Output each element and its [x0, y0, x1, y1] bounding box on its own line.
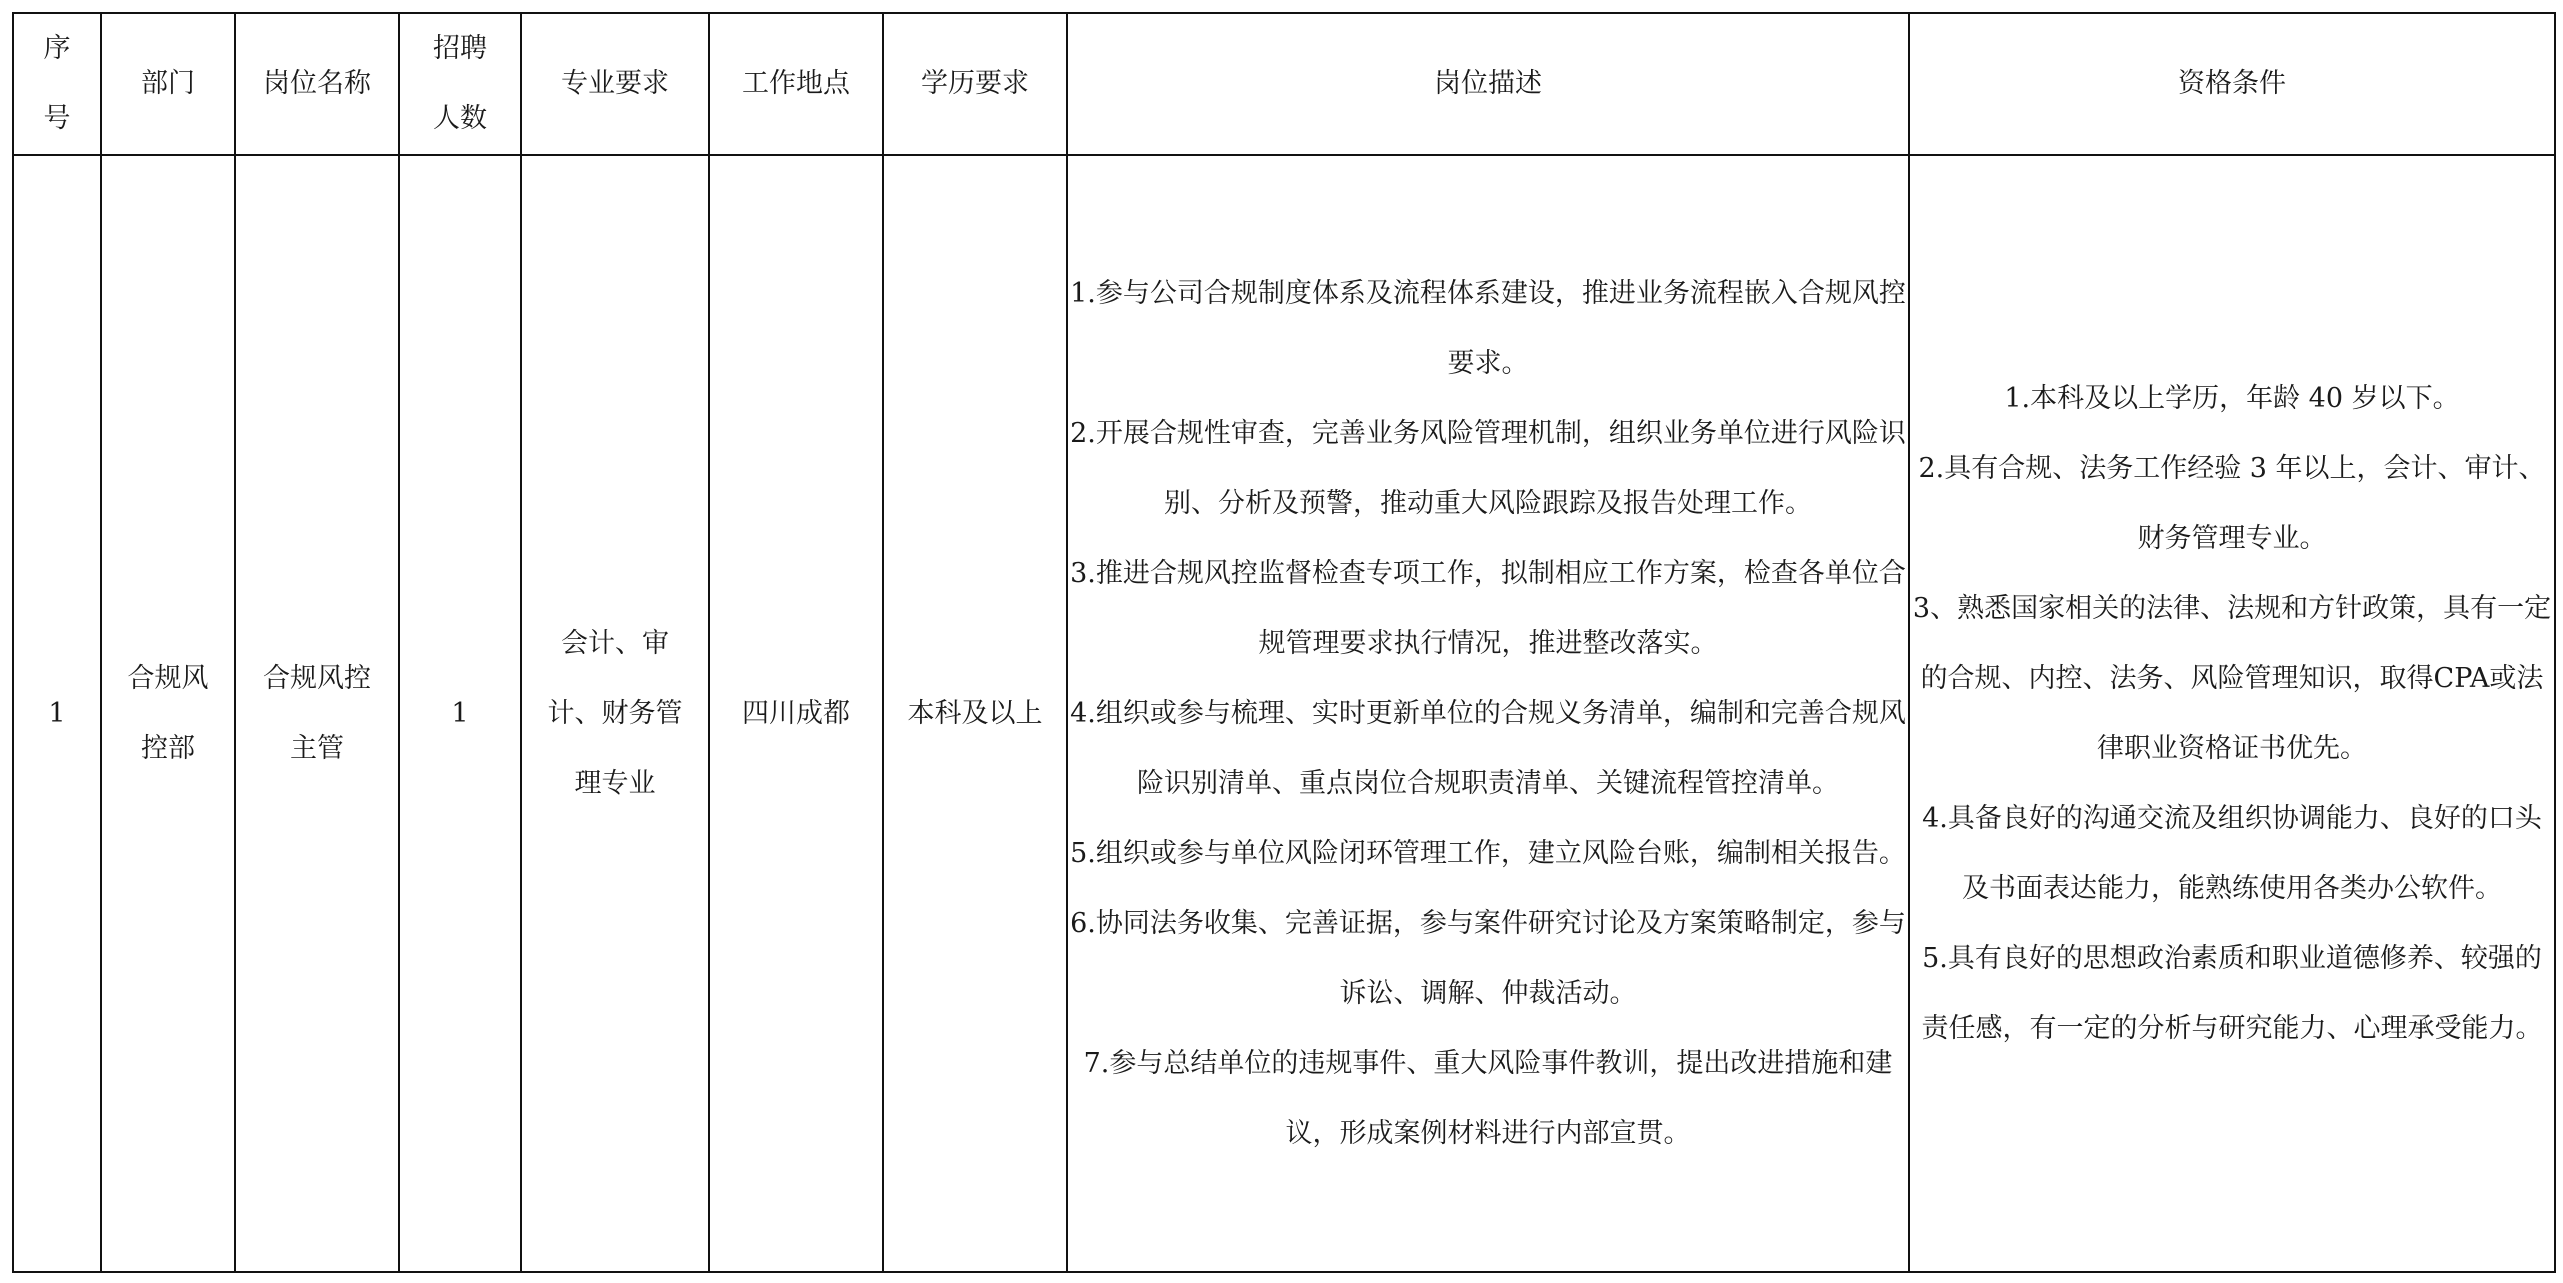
header-location: 工作地点	[709, 13, 883, 155]
cell-dept	[101, 155, 235, 1272]
header-count-line: 招聘	[433, 33, 487, 64]
header-seq-line: 号	[43, 103, 71, 134]
cell-major-line: 理专业	[574, 767, 656, 799]
cell-qualifications	[1909, 155, 2555, 1272]
qualification-item: 2.具有合规、法务工作经验 3 年以上，会计、审计、财务管理专业。	[1918, 452, 2546, 554]
header-count	[399, 13, 521, 155]
cell-count: 1	[399, 155, 521, 1272]
header-seq-line: 序	[43, 33, 71, 64]
header-qualifications: 资格条件	[1909, 13, 2555, 155]
description-item: 5.组织或参与单位风险闭环管理工作，建立风险台账，编制相关报告。	[1070, 837, 1906, 869]
header-count-line: 人数	[433, 103, 487, 134]
header-education: 学历要求	[883, 13, 1067, 155]
qualification-item: 4.具备良好的沟通交流及组织协调能力、良好的口头及书面表达能力，能熟练使用各类办公软件。	[1922, 802, 2542, 904]
cell-position	[235, 155, 399, 1272]
cell-major-line: 会计、审	[561, 627, 669, 659]
header-major: 专业要求	[521, 13, 709, 155]
header-row	[13, 13, 2555, 155]
description-item: 6.协同法务收集、完善证据，参与案件研究讨论及方案策略制定，参与诉讼、调解、仲裁活动。	[1070, 907, 1906, 1009]
recruitment-table	[12, 12, 2556, 1273]
description-item: 7.参与总结单位的违规事件、重大风险事件教训，提出改进措施和建议，形成案例材料进行内部宣贯。	[1083, 1047, 1893, 1149]
cell-position-line: 合规风控	[263, 662, 371, 694]
description-item: 4.组织或参与梳理、实时更新单位的合规义务清单，编制和完善合规风险识别清单、重点岗位合规职责清单、关键流程管控清单。	[1070, 697, 1906, 799]
cell-dept-line: 合规风	[127, 662, 209, 694]
description-item: 1.参与公司合规制度体系及流程体系建设，推进业务流程嵌入合规风控要求。	[1070, 277, 1906, 379]
header-seq	[13, 13, 101, 155]
qualification-item: 3、熟悉国家相关的法律、法规和方针政策，具有一定的合规、内控、法务、风险管理知识，取得CPA或法律职业资格证书优先。	[1912, 592, 2552, 764]
cell-seq: 1	[13, 155, 101, 1272]
cell-location: 四川成都	[709, 155, 883, 1272]
description-item: 2.开展合规性审查，完善业务风险管理机制，组织业务单位进行风险识别、分析及预警，推动重大风险跟踪及报告处理工作。	[1070, 417, 1906, 519]
header-description: 岗位描述	[1067, 13, 1909, 155]
cell-major	[521, 155, 709, 1272]
table-row	[13, 155, 2555, 1272]
cell-position-line: 主管	[290, 732, 344, 764]
cell-description	[1067, 155, 1909, 1272]
description-item: 3.推进合规风控监督检查专项工作，拟制相应工作方案，检查各单位合规管理要求执行情况，推进整改落实。	[1070, 557, 1906, 659]
qualification-item: 1.本科及以上学历，年龄 40 岁以下。	[2004, 382, 2460, 414]
header-position: 岗位名称	[235, 13, 399, 155]
header-dept: 部门	[101, 13, 235, 155]
cell-dept-line: 控部	[141, 732, 195, 764]
qualification-item: 5.具有良好的思想政治素质和职业道德修养、较强的责任感，有一定的分析与研究能力、心理承受能力。	[1921, 942, 2543, 1044]
cell-major-line: 计、财务管	[547, 697, 683, 729]
cell-education: 本科及以上	[883, 155, 1067, 1272]
